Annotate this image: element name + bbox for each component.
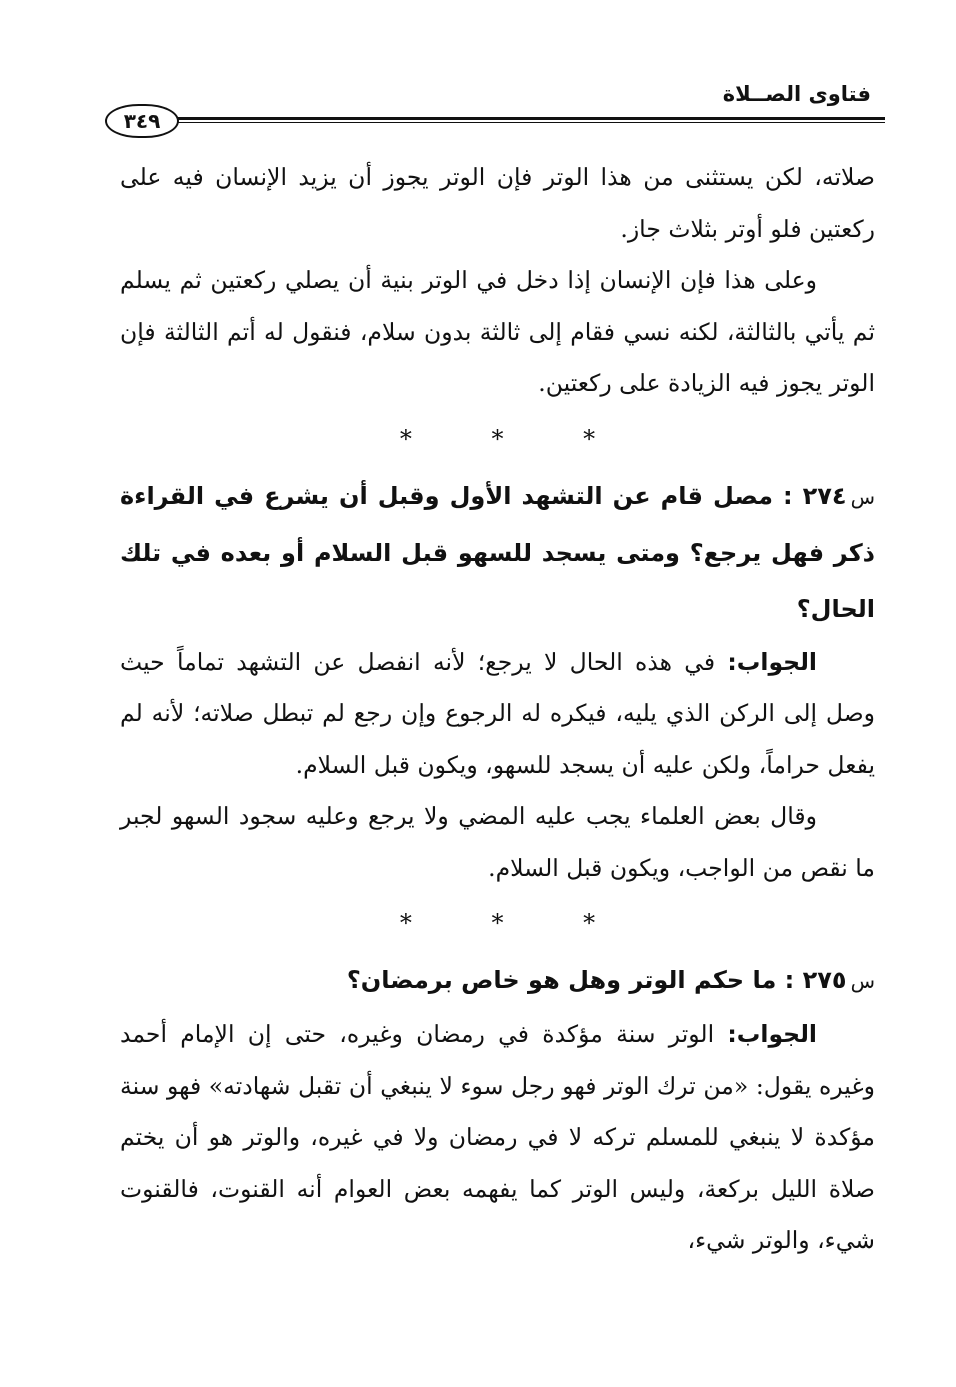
section-separator: * * *	[399, 424, 632, 453]
question-mark-icon: س	[850, 484, 875, 509]
answer-text: في هذه الحال لا يرجع؛ لأنه انفصل عن التشهد تماماً حيث وصل إلى الركن الذي يليه، فيكره له الرجوع وإن رجع لم تبطل صلاته؛ لأنه لم يفعل حراماً، ولكن عليه أن يسجد للسهو، ويكون قبل السلام.	[120, 647, 875, 779]
book-title: فتاوى الصــلاة	[722, 82, 871, 106]
answer-274	[120, 637, 875, 792]
section-separator: * * *	[399, 909, 632, 937]
question-274	[120, 468, 875, 637]
question-text: ٢٧٥ : ما حكم الوتر وهل هو خاص برمضان؟	[346, 966, 847, 994]
question-275	[120, 952, 875, 1009]
page-number: ٣٤٩	[105, 104, 179, 138]
header-rule-thin	[165, 122, 885, 123]
paragraph: وقال بعض العلماء يجب عليه المضي ولا يرجع وعليه سجود السهو لجبر ما نقص من الواجب، ويكون قبل السلام.	[120, 802, 875, 882]
page-content	[120, 152, 875, 1267]
answer-label: الجواب:	[727, 1020, 817, 1048]
answer-label: الجواب:	[727, 647, 817, 676]
answer-text: الوتر سنة مؤكدة في رمضان وغيره، حتى إن الإمام أحمد وغيره يقول: «من ترك الوتر فهو رجل سوء لا ينبغي أن تقبل شهادته» فهو سنة مؤكدة لا ينبغي للمسلم تركه لا في رمضان ولا في غيره، والوتر هو أن يختم صلاة الليل بركعة، وليس الوتر كما يفهمه بعض العوام أنه القنوت، فالقنوت شيء، والوتر شيء،	[120, 1020, 875, 1254]
header-rule	[165, 117, 885, 120]
page-header	[95, 70, 885, 140]
paragraph: صلاته، لكن يستثنى من هذا الوتر فإن الوتر يجوز أن يزيد الإنسان فيه على ركعتين فلو أوتر بثلاث جاز.	[120, 163, 875, 243]
question-mark-icon: س	[850, 969, 875, 993]
answer-275	[120, 1009, 875, 1267]
paragraph: وعلى هذا فإن الإنسان إذا دخل في الوتر بنية أن يصلي ركعتين ثم يسلم ثم يأتي بالثالثة، لكنه نسي فقام إلى ثالثة بدون سلام، فنقول له أتم الثالثة فإن الوتر يجوز فيه الزيادة على ركعتين.	[120, 266, 875, 397]
question-text: ٢٧٤ : مصل قام عن التشهد الأول وقبل أن يشرع في القراءة ذكر فهل يرجع؟ ومتى يسجد للسهو قبل السلام أو بعده في تلك الحال؟	[120, 481, 875, 623]
